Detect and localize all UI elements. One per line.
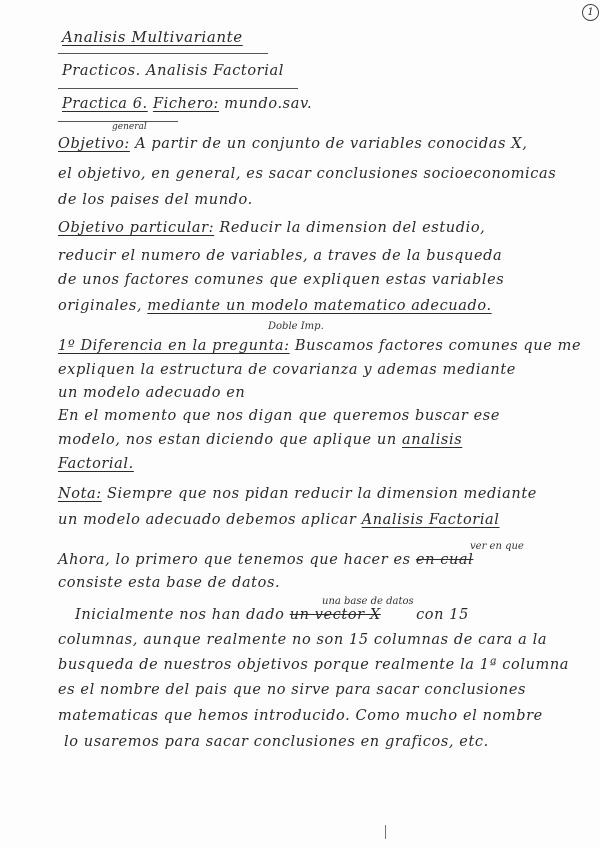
text: Inicialmente nos han dado [75,607,285,623]
struck-text: un vector X [289,607,381,623]
text-line: el objetivo, en general, es sacar conclusiones socioeconomicas [58,166,557,182]
text-line [58,512,500,528]
text-line: es el nombre del pais que no sirve para sacar conclusiones [58,682,527,698]
text-line [58,552,473,568]
text-line: busqueda de nuestros objetivos porque realmente la 1ª columna [58,657,570,673]
practice-heading [62,96,312,112]
note-line [58,486,537,502]
objective-line [58,136,527,152]
text: modelo, nos estan diciendo que aplique un [58,432,397,448]
section-title: Practicos. Analisis Factorial [62,63,284,79]
text-line: matematicas que hemos introducido. Como mucho el nombre [58,708,543,724]
practice-label: Practica 6. [62,96,148,112]
objective-particular-label: Objetivo particular: [58,220,215,236]
correction-note: ver en que [470,541,524,552]
difference-line [58,338,581,354]
struck-text: en cual [415,552,474,568]
course-title: Analisis Multivariante [62,28,243,46]
text-line: un modelo adecuado en [58,385,246,401]
divider [58,53,268,54]
file-label: Fichero: [152,96,220,112]
text-line [58,298,492,314]
text-line: consiste esta base de datos. [58,575,281,591]
text-line: reducir el numero de variables, a traves de la busqueda [58,248,503,264]
difference-label: 1º Diferencia en la pregunta: [58,338,290,354]
underlined-text: analisis [402,432,463,448]
text: Buscamos factores comunes que me [294,338,582,354]
text: Siempre que nos pidan reducir la dimension mediante [107,486,537,502]
annotation-general: general [112,122,147,132]
file-name: mundo.sav. [224,96,313,112]
text: originales, [58,298,143,314]
objective-particular-line [58,220,485,236]
text: Ahora, lo primero que tenemos que hacer es [58,552,411,568]
text-line [58,432,462,448]
text-line: expliquen la estructura de covarianza y ademas mediante [58,362,516,378]
text: con 15 [416,607,469,623]
underlined-text: mediante un modelo matematico adecuado. [147,298,492,314]
text: un modelo adecuado debemos aplicar [58,512,357,528]
page-number: 1 [582,4,599,21]
text-line: de los paises del mundo. [58,192,253,208]
scan-mark [385,825,386,839]
divider [58,88,298,89]
text: Reducir la dimension del estudio, [219,220,486,236]
objective-label: Objetivo: [58,136,130,152]
text-line: lo usaremos para sacar conclusiones en graficos, etc. [64,734,489,750]
text-line: Factorial. [58,456,134,472]
text-line [75,607,469,623]
text-line: de unos factores comunes que expliquen estas variables [58,272,505,288]
text: A partir de un conjunto de variables conocidas X, [135,136,528,152]
underlined-text: Analisis Factorial [361,512,500,528]
note-label: Nota: [58,486,102,502]
text-line: columnas, aunque realmente no son 15 columnas de cara a la [58,632,548,648]
text-line: En el momento que nos digan que queremos buscar ese [58,408,501,424]
correction-note: una base de datos [322,596,414,607]
double-imp-note: Doble Imp. [268,321,324,332]
